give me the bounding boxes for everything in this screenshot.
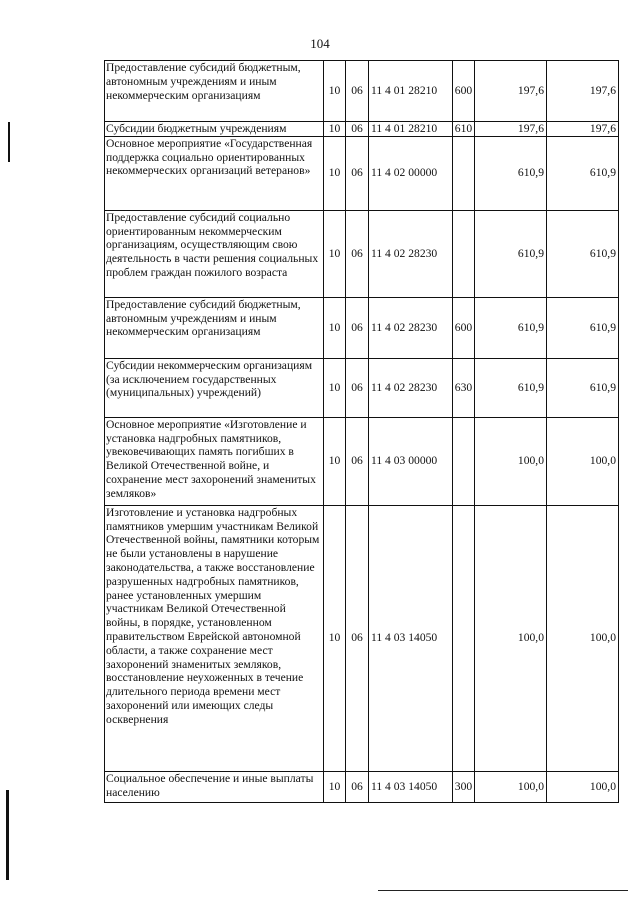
- table-row: [105, 417, 619, 505]
- row-sum-2: 197,6: [547, 61, 619, 122]
- row-sum-1: 610,9: [475, 358, 547, 417]
- row-target-article: 11 4 02 28230: [369, 297, 453, 358]
- row-subsection: 06: [346, 61, 369, 122]
- row-name: Основное мероприятие «Государственная поддержка социально ориентированных некоммерческих организаций ветеранов»: [105, 136, 324, 210]
- row-sum-1: 610,9: [475, 136, 547, 210]
- table-row: [105, 358, 619, 417]
- row-expense-type: 610: [453, 122, 475, 137]
- row-name: Социальное обеспечение и иные выплаты населению: [105, 771, 324, 802]
- row-section: 10: [324, 297, 346, 358]
- row-sum-2: 100,0: [547, 505, 619, 771]
- row-section: 10: [324, 136, 346, 210]
- row-expense-type: 600: [453, 61, 475, 122]
- row-sum-2: 610,9: [547, 210, 619, 297]
- row-sum-1: 100,0: [475, 417, 547, 505]
- row-section: 10: [324, 771, 346, 802]
- row-expense-type: 600: [453, 297, 475, 358]
- row-target-article: 11 4 03 14050: [369, 771, 453, 802]
- row-subsection: 06: [346, 122, 369, 137]
- row-expense-type: [453, 505, 475, 771]
- row-sum-1: 197,6: [475, 122, 547, 137]
- row-name: Основное мероприятие «Изготовление и установка надгробных памятников, увековечивающих память погибших в Великой Отечественной войне, и сохранение мест захоронений знаменитых земляков»: [105, 417, 324, 505]
- row-name: Изготовление и установка надгробных памятников умершим участникам Великой Отечественной войны, памятники которым не были установлены в нарушение законодательства, а также восстановление разрушенных надгробных памятников, ранее установленных умершим участникам Великой Отечественной войны, в порядке, установленном правительством Еврейской автономной области, а также сохранение мест захоронений знаменитых земляков, восстановление неухоженных в течение длительного периода времени мест захоронений или имеющих следы осквернения: [105, 505, 324, 771]
- table-row: [105, 771, 619, 802]
- row-section: 10: [324, 210, 346, 297]
- row-subsection: 06: [346, 297, 369, 358]
- table-row: [105, 210, 619, 297]
- table-row: [105, 61, 619, 122]
- row-sum-2: 100,0: [547, 417, 619, 505]
- row-expense-type: 630: [453, 358, 475, 417]
- row-subsection: 06: [346, 417, 369, 505]
- row-section: 10: [324, 122, 346, 137]
- row-target-article: 11 4 01 28210: [369, 61, 453, 122]
- row-section: 10: [324, 358, 346, 417]
- row-target-article: 11 4 03 14050: [369, 505, 453, 771]
- table-row: [105, 136, 619, 210]
- margin-scan-mark-top: [8, 122, 10, 162]
- row-expense-type: [453, 210, 475, 297]
- row-name: Предоставление субсидий социально ориентированным некоммерческим организациям, осуществляющим свою деятельность в части решения социальных проблем граждан пожилого возраста: [105, 210, 324, 297]
- row-section: 10: [324, 505, 346, 771]
- row-sum-2: 610,9: [547, 358, 619, 417]
- row-subsection: 06: [346, 505, 369, 771]
- row-subsection: 06: [346, 210, 369, 297]
- row-subsection: 06: [346, 358, 369, 417]
- budget-table: [104, 60, 619, 803]
- table-row: [105, 297, 619, 358]
- row-target-article: 11 4 02 28230: [369, 358, 453, 417]
- row-sum-2: 197,6: [547, 122, 619, 137]
- row-section: 10: [324, 417, 346, 505]
- row-sum-2: 610,9: [547, 297, 619, 358]
- row-target-article: 11 4 02 00000: [369, 136, 453, 210]
- row-expense-type: 300: [453, 771, 475, 802]
- row-subsection: 06: [346, 771, 369, 802]
- row-target-article: 11 4 02 28230: [369, 210, 453, 297]
- row-sum-1: 610,9: [475, 210, 547, 297]
- margin-scan-mark-bottom: [6, 790, 9, 880]
- row-target-article: 11 4 01 28210: [369, 122, 453, 137]
- row-target-article: 11 4 03 00000: [369, 417, 453, 505]
- footer-rule: [378, 890, 628, 891]
- table-row: [105, 122, 619, 137]
- table-row: [105, 505, 619, 771]
- page-number: 104: [310, 36, 330, 51]
- row-subsection: 06: [346, 136, 369, 210]
- row-name: Предоставление субсидий бюджетным, автономным учреждениям и иным некоммерческим организациям: [105, 61, 324, 122]
- row-sum-1: 100,0: [475, 771, 547, 802]
- row-name: Субсидии бюджетным учреждениям: [105, 122, 324, 137]
- row-expense-type: [453, 417, 475, 505]
- row-sum-1: 100,0: [475, 505, 547, 771]
- row-sum-1: 610,9: [475, 297, 547, 358]
- row-name: Субсидии некоммерческим организациям (за исключением государственных (муниципальных) учреждений): [105, 358, 324, 417]
- row-section: 10: [324, 61, 346, 122]
- row-sum-2: 610,9: [547, 136, 619, 210]
- row-expense-type: [453, 136, 475, 210]
- row-sum-2: 100,0: [547, 771, 619, 802]
- row-sum-1: 197,6: [475, 61, 547, 122]
- row-name: Предоставление субсидий бюджетным, автономным учреждениям и иным некоммерческим организациям: [105, 297, 324, 358]
